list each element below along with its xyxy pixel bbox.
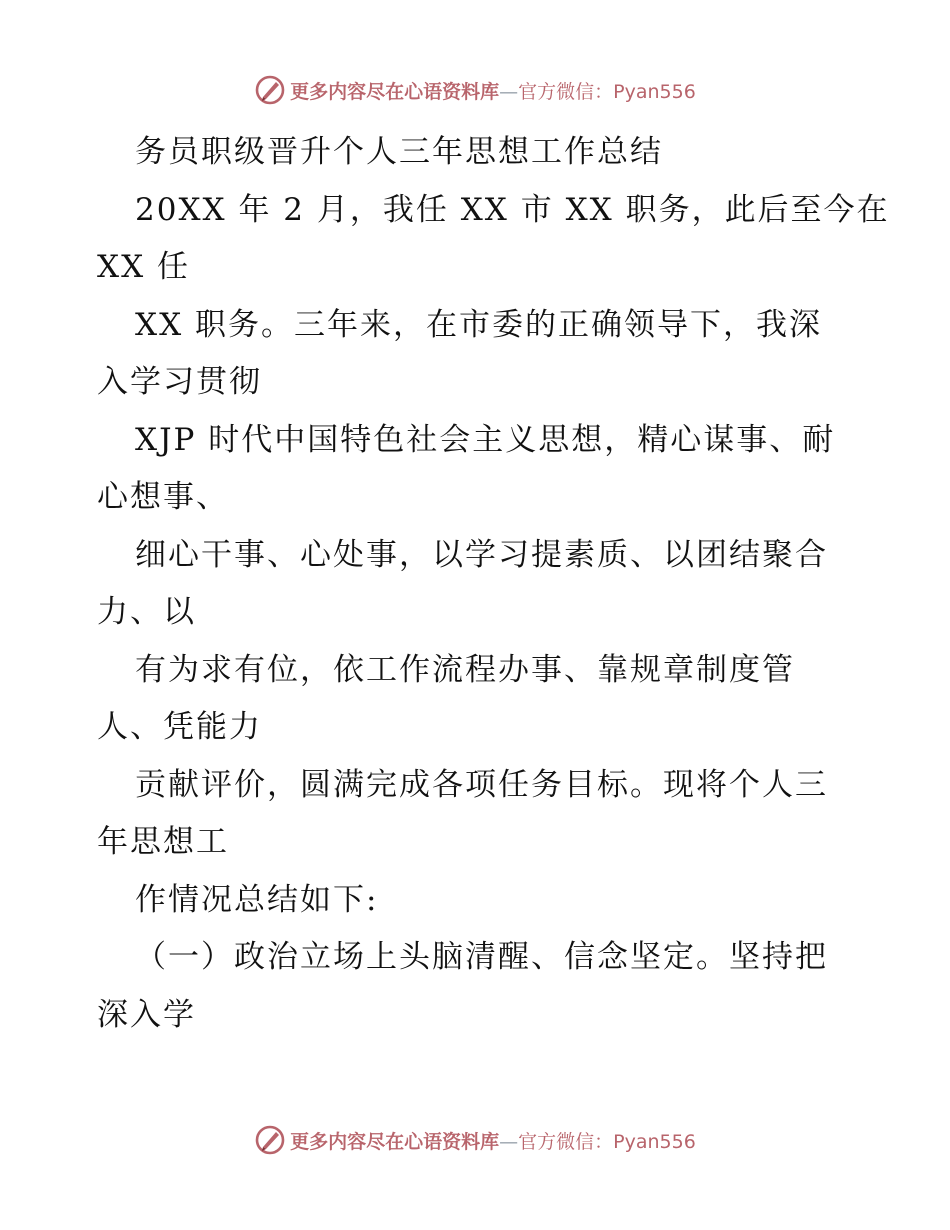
paragraph-line: 入学习贯彻 [97,364,262,400]
paragraph-line: XX 任 [97,249,190,285]
watermark-contact: 官方微信：Pyan556 [518,1130,696,1153]
paragraph-line: XX 职务。三年来，在市委的正确领导下，我深 [135,306,822,343]
paragraph-line: 细心干事、心处事，以学习提素质、以团结聚合 [135,536,828,573]
paragraph-line: 力、以 [97,594,196,630]
pen-seal-logo-icon [254,1124,286,1156]
paragraph-line: 贡献评价，圆满完成各项任务目标。现将个人三 [135,766,828,803]
document-body [97,124,890,1044]
watermark-text [290,77,696,104]
paragraph-line: 人、凭能力 [97,709,262,745]
paragraph-line: 20XX 年 2 月，我任 XX 市 XX 职务，此后至今在 [135,191,890,228]
watermark-separator: — [499,1130,519,1153]
paragraph-line: 深入学 [97,996,196,1033]
watermark-text [290,1127,696,1154]
watermark-brand: 更多内容尽在心语资料库 [290,1130,500,1153]
watermark-brand: 更多内容尽在心语资料库 [290,80,500,103]
document-title: 务员职级晋升个人三年思想工作总结 [135,134,663,170]
paragraph-line: XJP 时代中国特色社会主义思想，精心谋事、耐 [135,421,836,458]
pen-seal-logo-icon [254,74,286,106]
paragraph-line: 年思想工 [97,824,229,860]
watermark-banner-bottom [0,1122,950,1158]
watermark-banner-top [0,72,950,108]
paragraph-line: 作情况总结如下: [135,881,379,918]
paragraph-line: 心想事、 [97,479,229,515]
watermark-contact: 官方微信：Pyan556 [518,80,696,103]
watermark-separator: — [499,80,519,103]
section-heading-line: （一）政治立场上头脑清醒、信念坚定。坚持把 [135,939,828,975]
paragraph-line: 有为求有位，依工作流程办事、靠规章制度管 [135,651,795,688]
